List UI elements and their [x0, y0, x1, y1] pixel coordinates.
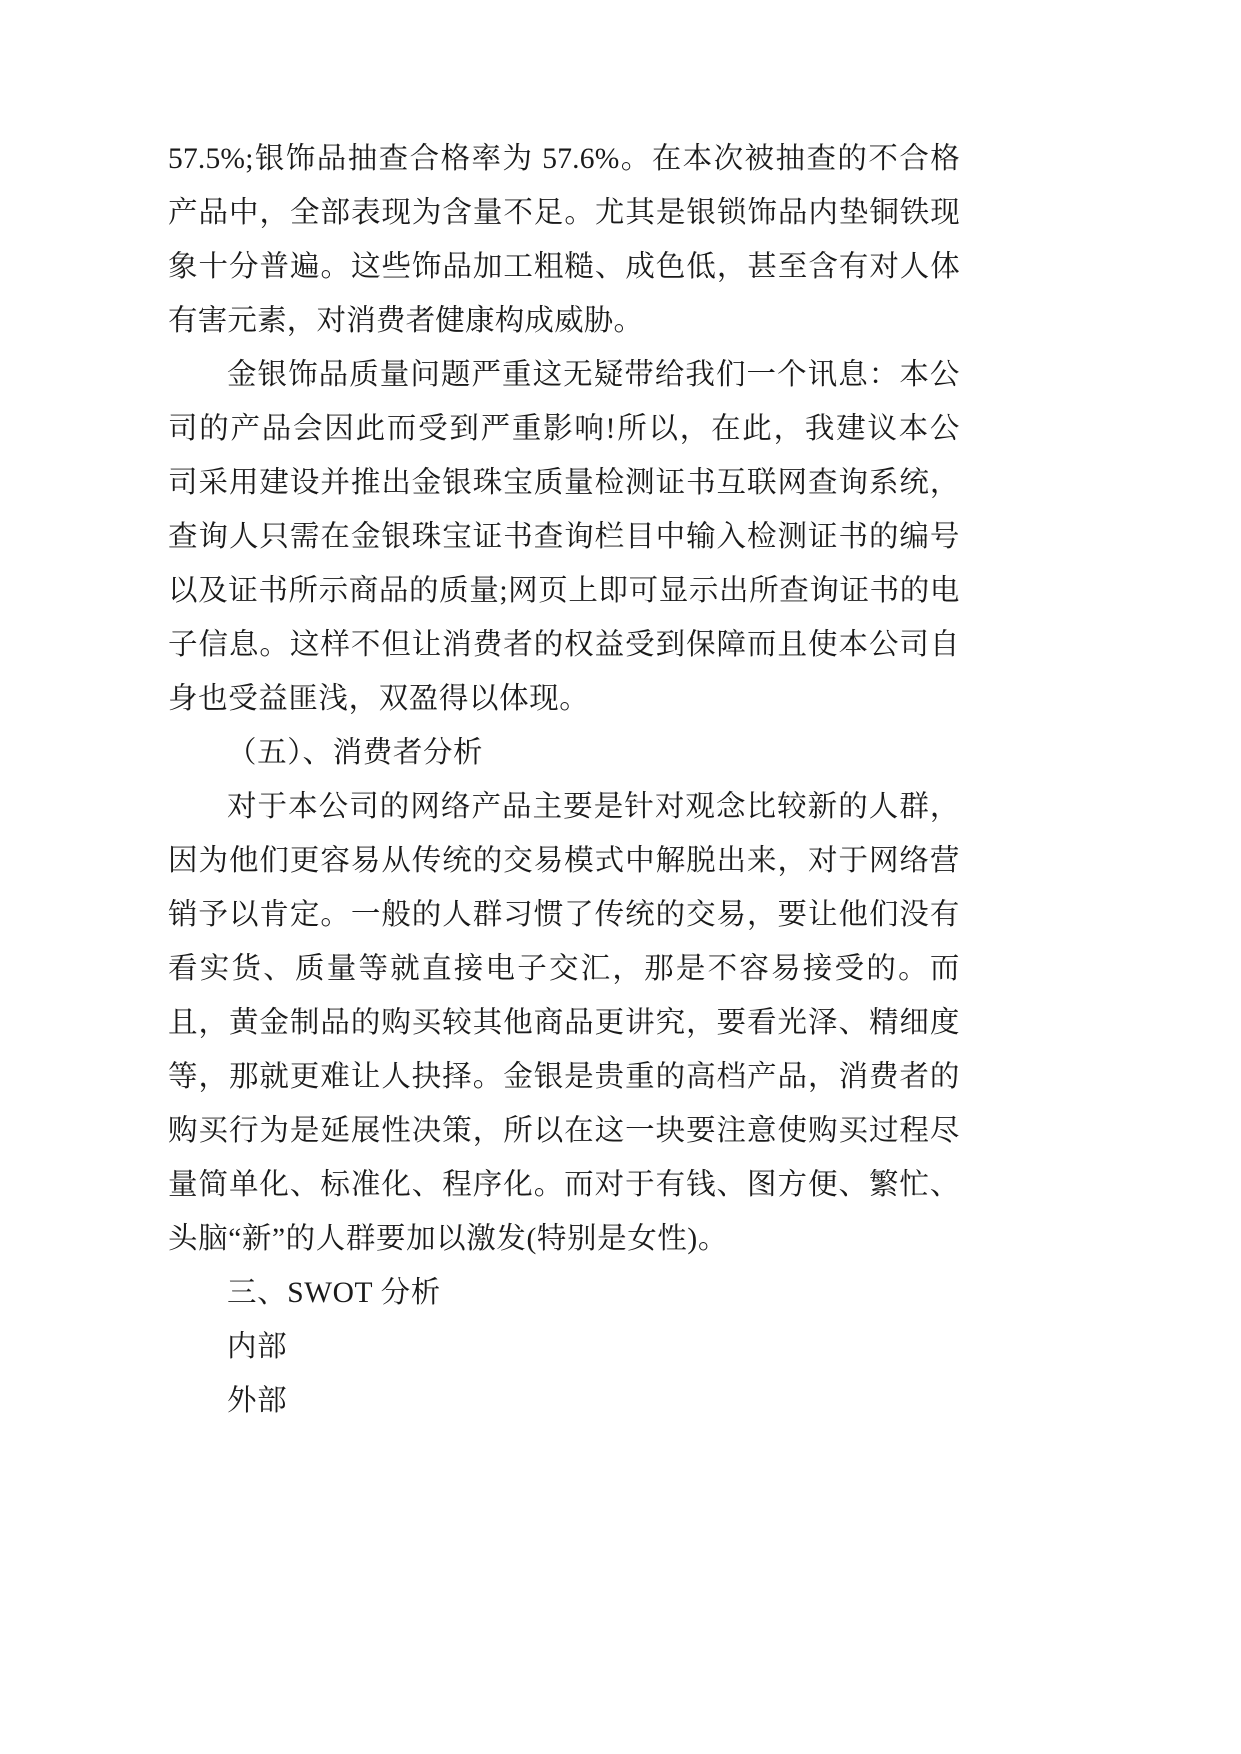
paragraph-certificate-system: 金银饰品质量问题严重这无疑带给我们一个讯息：本公司的产品会因此而受到严重影响!所以，在此，我建议本公司采用建设并推出金银珠宝质量检测证书互联网查询系统，查询人只需在金银珠宝证书查询栏目中输入检测证书的编号以及证书所示商品的质量;网页上即可显示出所查询证书的电子信息。这样不但让消费者的权益受到保障而且使本公司自身也受益匪浅，双盈得以体现。: [168, 359, 960, 715]
paragraph-quality-inspection: 57.5%;银饰品抽查合格率为 57.6%。在本次被抽查的不合格产品中，全部表现为含量不足。尤其是银锁饰品内垫铜铁现象十分普遍。这些饰品加工粗糙、成色低，甚至含有对人体有害元素，对消费者健康构成威胁。: [168, 143, 960, 337]
paragraph-consumer-analysis-body: 对于本公司的网络产品主要是针对观念比较新的人群，因为他们更容易从传统的交易模式中解脱出来，对于网络营销予以肯定。一般的人群习惯了传统的交易，要让他们没有看实货、质量等就直接电子交汇，那是不容易接受的。而且，黄金制品的购买较其他商品更讲究，要看光泽、精细度等，那就更难让人抉择。金银是贵重的高档产品，消费者的购买行为是延展性决策，所以在这一块要注意使购买过程尽量简单化、标准化、程序化。而对于有钱、图方便、繁忙、头脑“新”的人群要加以激发(特别是女性)。: [168, 791, 960, 1255]
list-item-external: 外部: [227, 1385, 288, 1417]
heading-consumer-analysis: （五）、消费者分析: [227, 737, 484, 769]
heading-swot-analysis: 三、SWOT 分析: [227, 1277, 441, 1309]
document-body: [168, 132, 960, 1428]
list-item-internal: 内部: [227, 1331, 288, 1363]
